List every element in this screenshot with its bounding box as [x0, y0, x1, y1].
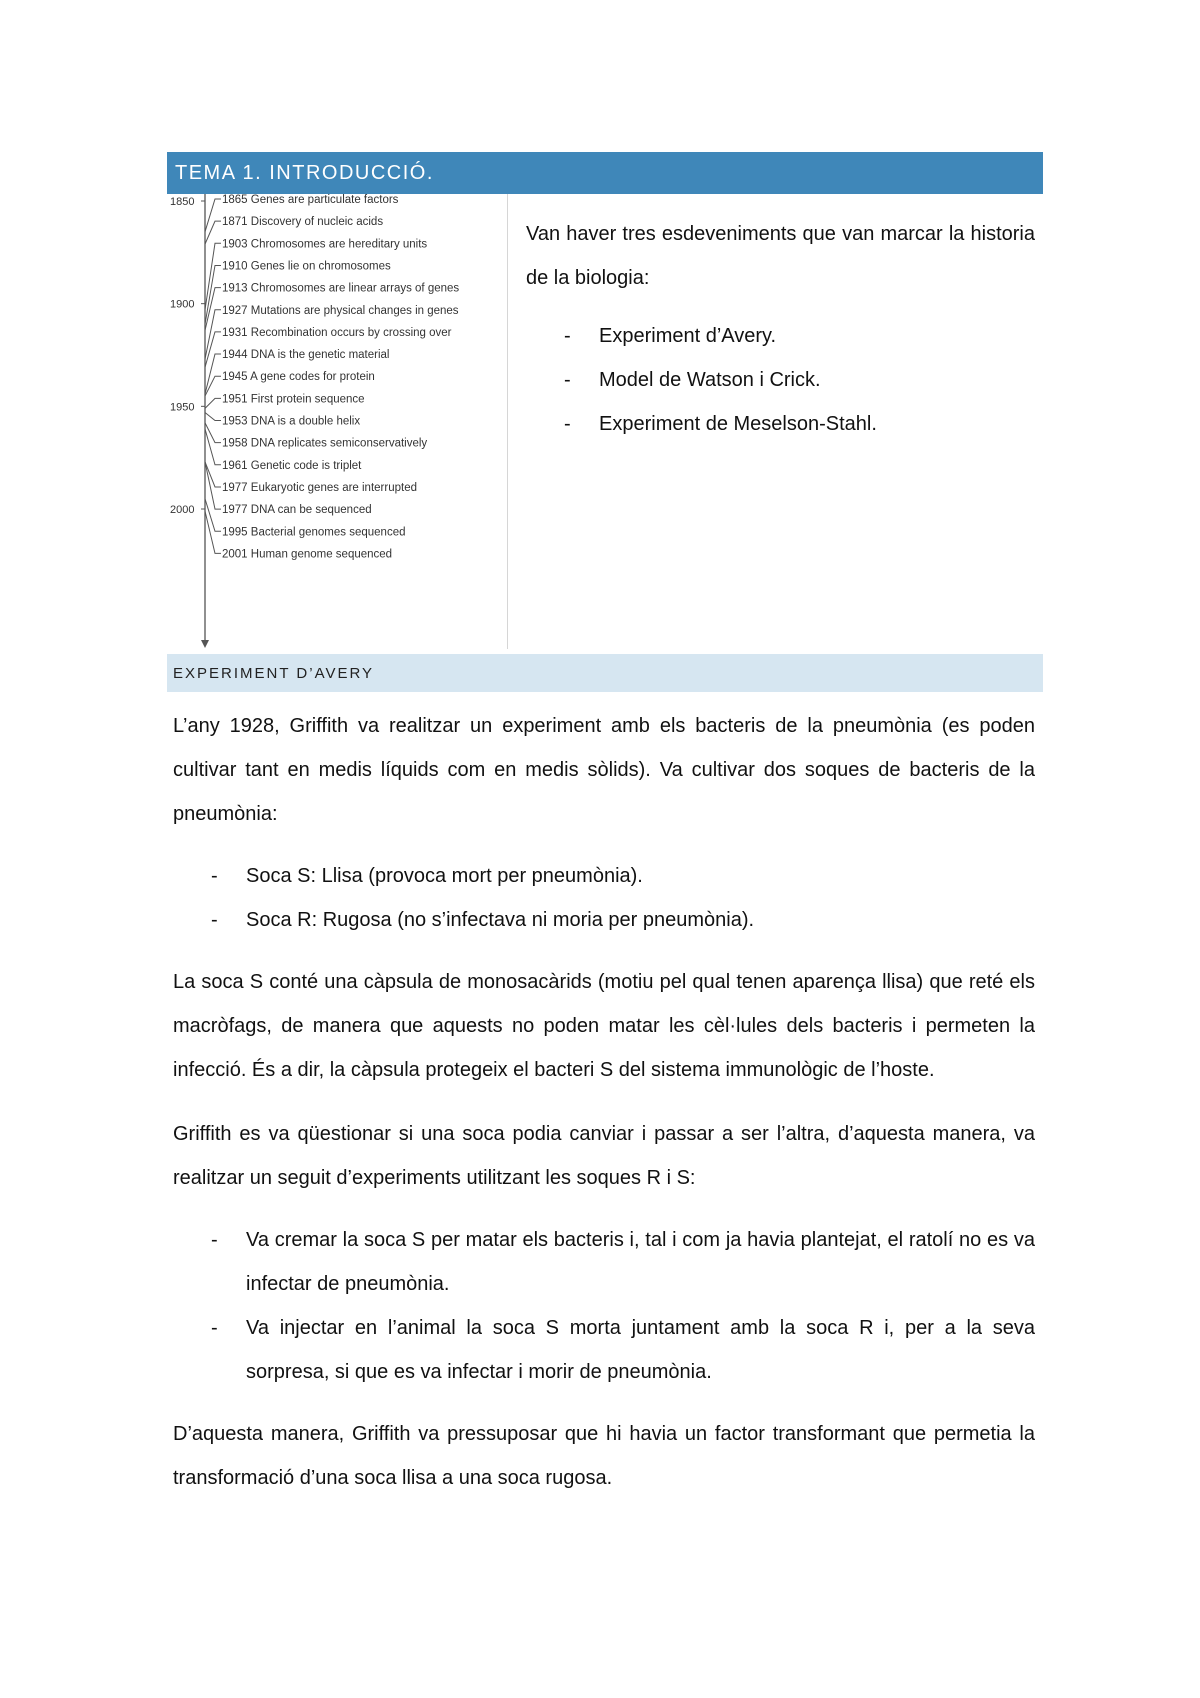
timeline-year-label: 2000	[170, 504, 195, 516]
intro-paragraph: Van haver tres esdeveniments que van marcar la historia de la biologia:	[526, 223, 1035, 289]
timeline-event: 1953 DNA is a double helix	[222, 415, 361, 428]
timeline-connector	[205, 499, 221, 532]
experiment-list	[173, 1218, 1035, 1394]
list-item: - Va injectar en l’animal la soca S morta juntament amb la soca R i, per a la seva sorpresa, si que es va infectar i morir de pneumònia.	[211, 1317, 1035, 1383]
list-item: - Experiment d’Avery.	[564, 325, 777, 347]
strain-list	[173, 854, 1035, 942]
timeline-year-label: 1850	[170, 196, 195, 208]
timeline-connector	[205, 429, 221, 465]
timeline-figure	[167, 194, 508, 649]
list-item: - Va cremar la soca S per matar els bacteris i, tal i com ja havia plantejat, el ratolí no es va infectar de pneumònia.	[211, 1229, 1035, 1295]
list-item: - Model de Watson i Crick.	[564, 369, 821, 391]
timeline-connector	[205, 310, 221, 359]
timeline-year-label: 1900	[170, 298, 195, 311]
timeline-event: 1951 First protein sequence	[222, 393, 365, 406]
timeline-connector	[205, 398, 221, 408]
intro-list	[526, 314, 1035, 446]
list-item: - Experiment de Meselson-Stahl.	[564, 413, 877, 435]
paragraph: L’any 1928, Griffith va realitzar un experiment amb els bacteris de la pneumònia (es poden cultivar tant en medis líquids com en medis sòlids). Va cultivar dos soques de bacteris de la pneumònia:	[173, 715, 1035, 825]
section-heading-bar	[167, 654, 1043, 692]
timeline-connector	[205, 511, 221, 553]
avery-body	[167, 692, 1043, 1500]
timeline-event: 1944 DNA is the genetic material	[222, 349, 390, 362]
intro-section	[167, 194, 1043, 652]
paragraph: Griffith es va qüestionar si una soca podia canviar i passar a ser l’altra, d’aquesta manera, va realitzar un seguit d’experiments utilitzant les soques R i S:	[173, 1123, 1035, 1189]
timeline-event: 1910 Genes lie on chromosomes	[222, 260, 391, 273]
timeline-connector	[205, 423, 221, 443]
paragraph: La soca S conté una càpsula de monosacàrids (motiu pel qual tenen aparença llisa) que reté els macròfags, de manera que aquests no poden matar les cèl·lules dels bacteris i permeten la infecció. És a dir, la càpsula protegeix el bacteri S del sistema immunològic de l’hoste.	[173, 971, 1035, 1081]
timeline-event: 1995 Bacterial genomes sequenced	[222, 526, 406, 539]
section-heading: EXPERIMENT D’AVERY	[173, 664, 375, 682]
arrow-down-icon	[201, 640, 209, 648]
timeline-event: 1977 DNA can be sequenced	[222, 504, 372, 517]
page-title: TEMA 1. INTRODUCCIÓ.	[175, 161, 434, 184]
timeline-event: 2001 Human genome sequenced	[222, 548, 393, 561]
timeline-event: 1945 A gene codes for protein	[222, 371, 375, 384]
intro-text	[508, 194, 1043, 652]
timeline-event: 1961 Genetic code is triplet	[222, 459, 362, 472]
timeline-event: 1927 Mutations are physical changes in genes	[222, 304, 459, 317]
timeline-event: 1865 Genes are particulate factors	[222, 194, 399, 206]
document-page	[167, 152, 1043, 1500]
timeline-event: 1871 Discovery of nucleic acids	[222, 216, 384, 229]
timeline-event: 1958 DNA replicates semiconservatively	[222, 437, 428, 450]
timeline-event: 1977 Eukaryotic genes are interrupted	[222, 481, 417, 494]
timeline-event: 1913 Chromosomes are linear arrays of genes	[222, 282, 460, 295]
paragraph: D’aquesta manera, Griffith va pressuposar que hi havia un factor transformant que permetia la transformació d’una soca llisa a una soca rugosa.	[173, 1423, 1035, 1489]
title-bar	[167, 152, 1043, 194]
timeline-event: 1903 Chromosomes are hereditary units	[222, 238, 428, 251]
list-item: - Soca S: Llisa (provoca mort per pneumònia).	[211, 865, 643, 887]
timeline-year-label: 1950	[170, 401, 195, 414]
list-item: - Soca R: Rugosa (no s’infectava ni moria per pneumònia).	[211, 909, 755, 931]
timeline-event: 1931 Recombination occurs by crossing over	[222, 326, 452, 339]
timeline-diagram	[167, 194, 507, 649]
timeline-connector	[205, 412, 221, 420]
